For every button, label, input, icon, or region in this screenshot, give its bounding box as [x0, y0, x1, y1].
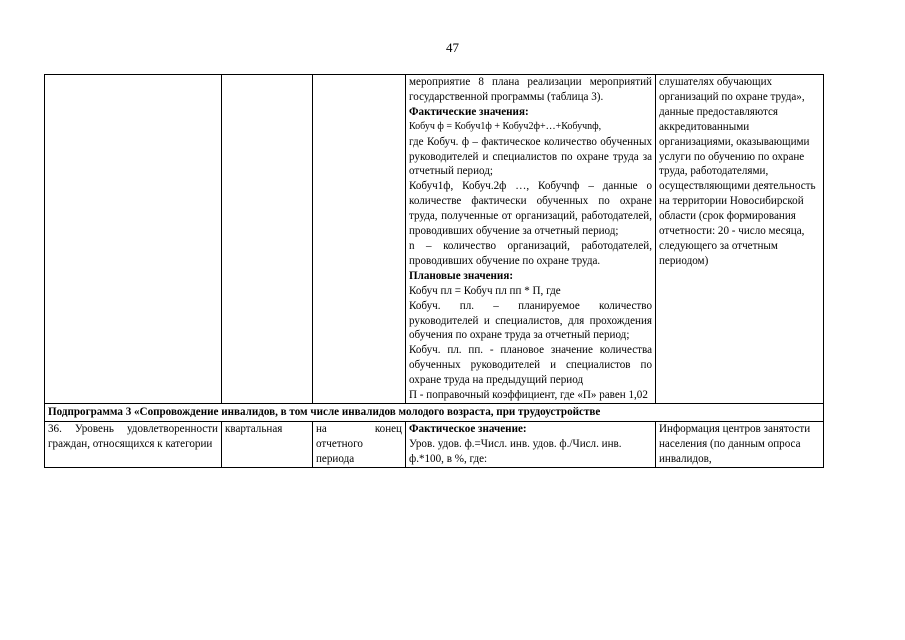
indicator-cell: 36. Уровень удовлетворенности граждан, относящихся к категории [45, 421, 222, 467]
indicator-cell [45, 75, 222, 404]
source-cell: слушателях обучающих организаций по охране труда», данные предоставляются аккредитованными организациями, оказывающими услуги по обучению по охране труда, работодателями, осуществляющими деятельность на территории Новосибирской области (срок формирования отчетности: 20 - число месяца, следующего за отчетным периодом) [656, 75, 824, 404]
method-line: где Кобуч. ф – фактическое количество обученных руководителей и специалистов по охране труда за отчетный период; [409, 135, 652, 178]
subprogram-header: Подпрограмма 3 «Сопровождение инвалидов, в том числе инвалидов молодого возраста, при трудоустройстве [45, 403, 824, 421]
method-line: мероприятие 8 плана реализации мероприятий государственной программы (таблица 3). [409, 76, 652, 103]
subprogram-header-row [45, 403, 824, 421]
method-line: П - поправочный коэффициент, где «П» равен 1,02 [409, 389, 648, 402]
planned-values-heading: Плановые значения: [409, 269, 514, 282]
method-cell [406, 421, 656, 467]
page-number: 47 [446, 40, 459, 55]
timing-cell [313, 75, 406, 404]
actual-value-heading: Фактическое значение: [409, 422, 527, 435]
method-line: n – количество организаций, работодателей, проводивших обучение по охране труда. [409, 239, 652, 267]
timing-cell: на конец отчетного периода [313, 421, 406, 467]
method-line: Уров. удов. ф.=Числ. инв. удов. ф./Числ. инв. ф.*100, в %, где: [409, 437, 622, 465]
table-row [45, 75, 824, 404]
method-cell [406, 75, 656, 404]
method-line: Кобуч. пл. – планируемое количество руководителей и специалистов, для прохождения обучения по охране труда за отчетный период; [409, 299, 652, 342]
method-line: Кобуч. пл. пп. - плановое значение количества обученных руководителей и специалистов по охране труда на предыдущий период [409, 344, 652, 387]
periodicity-cell [222, 75, 313, 404]
source-cell: Информация центров занятости населения (по данным опроса инвалидов, [656, 421, 824, 467]
formula-actual: Кобуч ф = Кобуч1ф + Кобуч2ф+…+Кобучnф, [409, 120, 602, 132]
indicators-table [44, 74, 824, 468]
formula-planned: Кобуч пл = Кобуч пл пп * П, где [409, 284, 561, 297]
method-line: Кобуч1ф, Кобуч.2ф …, Кобучnф – данные о количестве фактически обученных по охране труда, полученные от организаций, работодателей, проводивших обучение за отчетный период; [409, 180, 652, 238]
actual-values-heading: Фактические значения: [409, 105, 529, 118]
table-row [45, 421, 824, 467]
periodicity-cell: квартальная [222, 421, 313, 467]
